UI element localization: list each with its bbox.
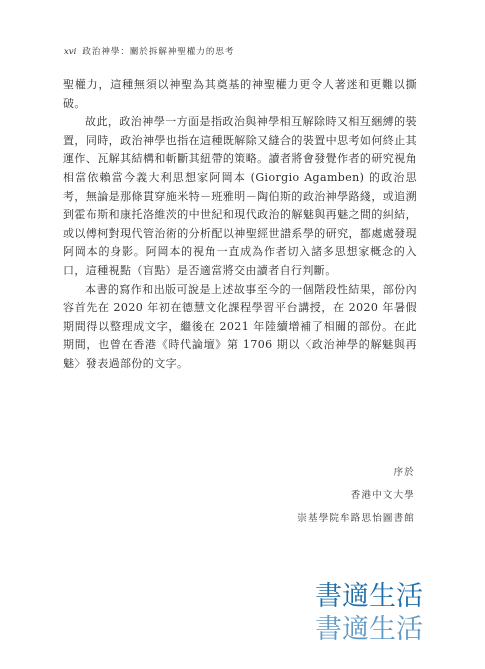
signature-author: 序於: [393, 467, 415, 478]
svg-text:書適生活: 書適生活: [315, 581, 423, 612]
watermark-logo-image: [315, 575, 430, 645]
running-head: [64, 45, 234, 57]
signature-block: [297, 461, 415, 530]
signature-institution: 香港中文大學: [350, 490, 415, 501]
publisher-watermark-logo: [315, 575, 430, 645]
paragraph-continued: 聖權力，這種無須以神聖為其奠基的神聖權力更令人著迷和更難以撕破。: [63, 78, 417, 110]
page-number: xvi: [64, 47, 77, 57]
paragraph: 本書的寫作和出版可說是上述故事至今的一個階段性結果，部份內容首先在 2020 年初在德慧文化課程學習平台講授，在 2020 年暑假期間得以整理成文字，繼後在 2021 年陸續增補了相關的部份。在此期間，也曾在香港《時代論壇》第 1706 期以〈政治神學的解魅與再魅〉發表過部份的文字。: [63, 282, 417, 370]
signature-location: 崇基學院牟路思怡圖書館: [297, 513, 415, 524]
running-head-title: 政治神學：關於拆解神聖權力的思考: [82, 47, 235, 57]
body-text: [63, 76, 417, 374]
svg-text:書適生活: 書適生活: [315, 614, 423, 645]
paragraph: 故此，政治神學一方面是指政治與神學相互解除時又相互綑縛的裝置，同時，政治神學也指在這種既解除又縫合的裝置中思考如何終止其運作、瓦解其結構和斬斷其紐帶的策略。讀者將會發覺作者的研究視角相當依賴當今義大利思想家阿岡本 (Giorgio Agamben) 的政治思考，無論是那條貫穿施米特－班雅明－陶伯斯的政治神學路綫，或追溯到霍布斯和康托洛維茨的中世紀和現代政治的解魅與再魅之間的糾結，或以傅柯對現代管治術的分析配以神聖經世譜系學的研究，都處處發現阿岡本的身影。阿岡本的視角一直成為作者切入諸多思想家概念的入口，這種視點（盲點）是否適當將交由讀者自行判斷。: [63, 115, 417, 277]
